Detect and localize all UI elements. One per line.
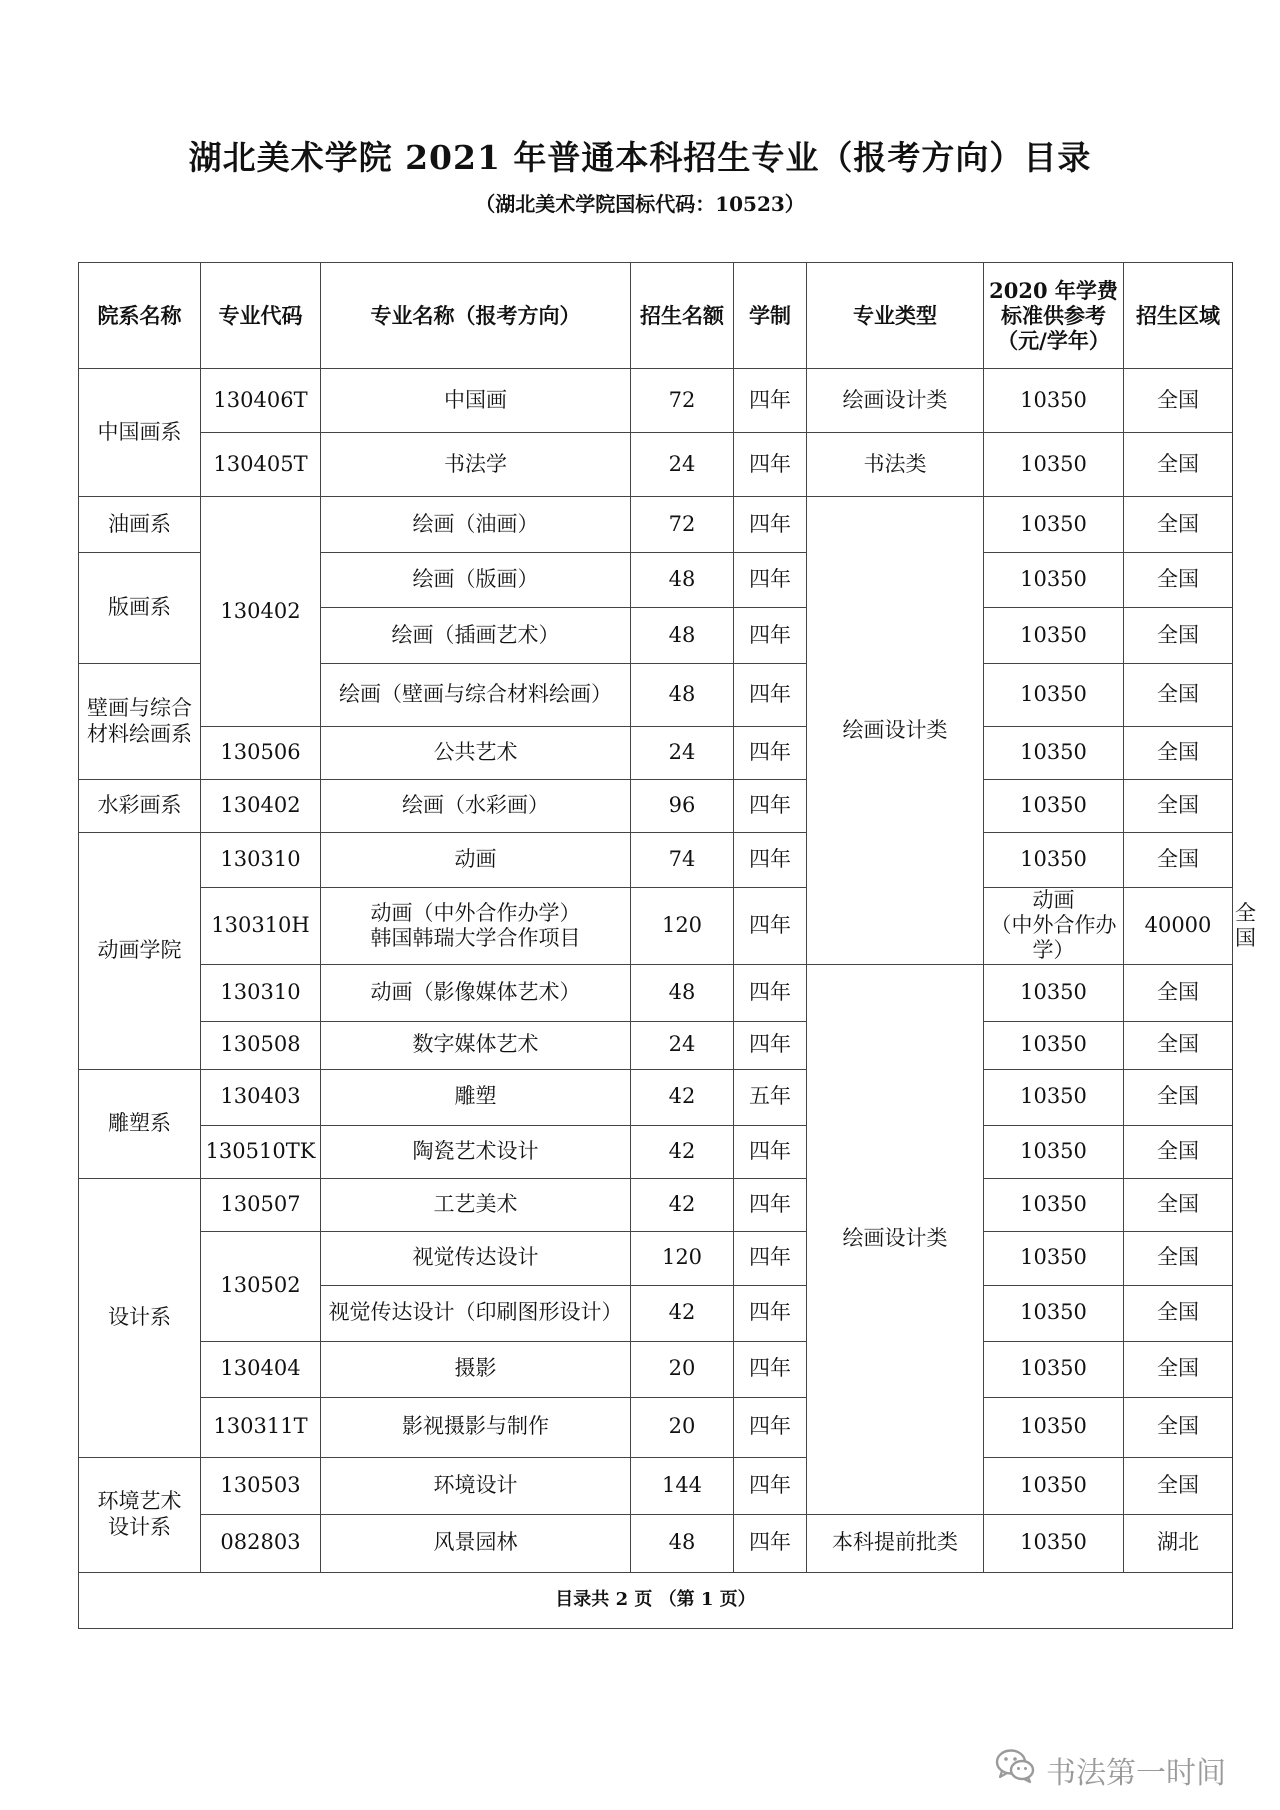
- quota-cell: 48: [631, 664, 734, 727]
- fee-cell: 10350: [984, 553, 1124, 608]
- region-cell: 全国: [1124, 1285, 1233, 1341]
- quota-cell: 48: [631, 964, 734, 1021]
- fee-cell: 10350: [984, 1397, 1124, 1457]
- duration-cell: 四年: [734, 553, 807, 608]
- department-cell: 版画系: [79, 553, 201, 664]
- fee-cell: 10350: [984, 1021, 1124, 1069]
- watermark: [994, 1747, 1226, 1793]
- major-cell: 动画: [321, 833, 631, 888]
- duration-cell: 四年: [734, 888, 807, 965]
- major-cell: 绘画（壁画与综合材料绘画）: [321, 664, 631, 727]
- header-duration: 学制: [734, 263, 807, 369]
- fee-cell: 10350: [984, 497, 1124, 553]
- major-cell: 工艺美术: [321, 1178, 631, 1231]
- code-cell: 130507: [201, 1178, 321, 1231]
- department-cell: 中国画系: [79, 369, 201, 497]
- fee-cell: 10350: [984, 664, 1124, 727]
- department-line: 环境艺术: [97, 1489, 182, 1514]
- region-cell: 全国: [1124, 1457, 1233, 1514]
- region-cell: 全国: [1124, 1021, 1233, 1069]
- code-cell: 130402: [201, 497, 321, 727]
- table-row: [79, 369, 1233, 433]
- page-count-footer: 目录共 2 页 （第 1 页）: [79, 1572, 1233, 1628]
- major-cell: 动画（影像媒体艺术）: [321, 964, 631, 1021]
- quota-cell: 120: [631, 888, 734, 965]
- code-cell: 130506: [201, 727, 321, 780]
- type-cell: 绘画设计类: [807, 497, 984, 965]
- quota-cell: 42: [631, 1285, 734, 1341]
- duration-cell: 四年: [734, 1397, 807, 1457]
- header-type: 专业类型: [807, 263, 984, 369]
- duration-cell: 四年: [734, 1231, 807, 1285]
- type-cell: 绘画设计类: [807, 369, 984, 433]
- table-row: [79, 1457, 1233, 1514]
- duration-cell: 四年: [734, 664, 807, 727]
- fee-cell: 10350: [984, 1178, 1124, 1231]
- fee-cell: 10350: [984, 1231, 1124, 1285]
- table-row: [79, 1231, 1233, 1285]
- department-line: 壁画与综合: [87, 696, 192, 721]
- fee-cell: 10350: [984, 1341, 1124, 1397]
- major-cell: [321, 888, 631, 965]
- wechat-icon: [994, 1747, 1036, 1793]
- table-row: [79, 1514, 1233, 1572]
- major-cell: 绘画（油画）: [321, 497, 631, 553]
- type-line: （中外合作办学）: [990, 913, 1117, 963]
- major-cell: 环境设计: [321, 1457, 631, 1514]
- code-cell: 130503: [201, 1457, 321, 1514]
- table-row: [79, 727, 1233, 780]
- major-cell: 数字媒体艺术: [321, 1021, 631, 1069]
- quota-cell: 72: [631, 497, 734, 553]
- code-cell: 130404: [201, 1341, 321, 1397]
- duration-cell: 四年: [734, 780, 807, 833]
- major-cell: 绘画（插画艺术）: [321, 608, 631, 664]
- quota-cell: 24: [631, 727, 734, 780]
- region-cell: 全国: [1124, 433, 1233, 497]
- fee-cell: 10350: [984, 1457, 1124, 1514]
- major-cell: 公共艺术: [321, 727, 631, 780]
- region-cell: 全国: [1124, 1178, 1233, 1231]
- code-cell: 130311T: [201, 1397, 321, 1457]
- table-row: [79, 497, 1233, 553]
- department-line: 材料绘画系: [87, 721, 192, 746]
- region-cell: 全国: [1124, 553, 1233, 608]
- header-fee-line3: （元/学年）: [997, 328, 1110, 354]
- major-cell: 陶瓷艺术设计: [321, 1125, 631, 1178]
- code-cell: 130310H: [201, 888, 321, 965]
- table-row: [79, 1069, 1233, 1125]
- type-cell: [984, 888, 1124, 965]
- major-cell: 绘画（版画）: [321, 553, 631, 608]
- duration-cell: 四年: [734, 1021, 807, 1069]
- region-cell: 全国: [1124, 497, 1233, 553]
- duration-cell: 四年: [734, 497, 807, 553]
- header-fee-line1: 2020 年学费: [989, 277, 1118, 303]
- region-cell: 湖北: [1124, 1514, 1233, 1572]
- quota-cell: 48: [631, 1514, 734, 1572]
- duration-cell: 四年: [734, 964, 807, 1021]
- quota-cell: 48: [631, 553, 734, 608]
- quota-cell: 144: [631, 1457, 734, 1514]
- type-cell: 绘画设计类: [807, 964, 984, 1514]
- department-line: 设计系: [108, 1514, 171, 1539]
- fee-cell: 10350: [984, 833, 1124, 888]
- department-cell: 油画系: [79, 497, 201, 553]
- duration-cell: 四年: [734, 369, 807, 433]
- table-row: [79, 964, 1233, 1021]
- table-row: [79, 833, 1233, 888]
- table-row: [79, 1397, 1233, 1457]
- major-cell: 书法学: [321, 433, 631, 497]
- duration-cell: 五年: [734, 1069, 807, 1125]
- header-code: 专业代码: [201, 263, 321, 369]
- major-line: 动画（中外合作办学）: [370, 900, 581, 925]
- fee-cell: 10350: [984, 608, 1124, 664]
- major-line: 韩国韩瑞大学合作项目: [370, 925, 581, 950]
- table-row: [79, 1178, 1233, 1231]
- quota-cell: 24: [631, 1021, 734, 1069]
- header-quota: 招生名额: [631, 263, 734, 369]
- fee-cell: 10350: [984, 433, 1124, 497]
- quota-cell: 20: [631, 1397, 734, 1457]
- quota-cell: 42: [631, 1125, 734, 1178]
- duration-cell: 四年: [734, 727, 807, 780]
- header-fee-line2: 标准供参考: [1001, 302, 1106, 328]
- fee-cell: 10350: [984, 1285, 1124, 1341]
- department-cell: [79, 1457, 201, 1572]
- duration-cell: 四年: [734, 1178, 807, 1231]
- code-cell: 130310: [201, 833, 321, 888]
- duration-cell: 四年: [734, 608, 807, 664]
- region-cell: 全国: [1124, 1069, 1233, 1125]
- code-cell: 130508: [201, 1021, 321, 1069]
- table-row: [79, 1021, 1233, 1069]
- fee-cell: 10350: [984, 1514, 1124, 1572]
- duration-cell: 四年: [734, 1514, 807, 1572]
- header-fee: [984, 263, 1124, 369]
- department-cell: [79, 664, 201, 780]
- admission-catalog-table: [78, 262, 1256, 1629]
- major-cell: 绘画（水彩画）: [321, 780, 631, 833]
- region-cell: 全国: [1124, 1231, 1233, 1285]
- code-cell: 082803: [201, 1514, 321, 1572]
- region-cell: 全国: [1124, 833, 1233, 888]
- region-cell: 全国: [1124, 1397, 1233, 1457]
- page-subtitle: （湖北美术学院国标代码：10523）: [475, 192, 805, 216]
- fee-cell: 10350: [984, 1125, 1124, 1178]
- duration-cell: 四年: [734, 433, 807, 497]
- region-cell: 全国: [1124, 1341, 1233, 1397]
- header-department: 院系名称: [79, 263, 201, 369]
- department-cell: 动画学院: [79, 833, 201, 1070]
- quota-cell: 42: [631, 1069, 734, 1125]
- major-cell: 摄影: [321, 1341, 631, 1397]
- duration-cell: 四年: [734, 1457, 807, 1514]
- code-cell: 130405T: [201, 433, 321, 497]
- major-cell: 视觉传达设计: [321, 1231, 631, 1285]
- department-cell: 水彩画系: [79, 780, 201, 833]
- region-cell: 全国: [1124, 664, 1233, 727]
- duration-cell: 四年: [734, 1125, 807, 1178]
- fee-cell: 10350: [984, 964, 1124, 1021]
- fee-cell: 10350: [984, 727, 1124, 780]
- duration-cell: 四年: [734, 833, 807, 888]
- type-cell: 书法类: [807, 433, 984, 497]
- code-cell: 130402: [201, 780, 321, 833]
- quota-cell: 96: [631, 780, 734, 833]
- page-title: 湖北美术学院 2021 年普通本科招生专业（报考方向）目录: [188, 138, 1092, 177]
- major-cell: 风景园林: [321, 1514, 631, 1572]
- table-row: [79, 1341, 1233, 1397]
- table-row: [79, 433, 1233, 497]
- code-cell: 130403: [201, 1069, 321, 1125]
- code-cell: 130510TK: [201, 1125, 321, 1178]
- region-cell: 全国: [1124, 727, 1233, 780]
- type-cell: 本科提前批类: [807, 1514, 984, 1572]
- table-header-row: [79, 263, 1233, 369]
- region-cell: 全国: [1124, 780, 1233, 833]
- region-cell: 全国: [1124, 1125, 1233, 1178]
- table-row: [79, 1125, 1233, 1178]
- fee-cell: 40000: [1124, 888, 1233, 965]
- quota-cell: 24: [631, 433, 734, 497]
- region-cell: 全国: [1124, 369, 1233, 433]
- code-cell: 130502: [201, 1231, 321, 1341]
- quota-cell: 72: [631, 369, 734, 433]
- table-footer-row: [79, 1572, 1233, 1628]
- major-cell: 视觉传达设计（印刷图形设计）: [321, 1285, 631, 1341]
- duration-cell: 四年: [734, 1285, 807, 1341]
- quota-cell: 74: [631, 833, 734, 888]
- quota-cell: 42: [631, 1178, 734, 1231]
- fee-cell: 10350: [984, 369, 1124, 433]
- major-cell: 中国画: [321, 369, 631, 433]
- quota-cell: 120: [631, 1231, 734, 1285]
- region-cell: 全国: [1124, 964, 1233, 1021]
- fee-cell: 10350: [984, 780, 1124, 833]
- code-cell: 130310: [201, 964, 321, 1021]
- header-region: 招生区域: [1124, 263, 1233, 369]
- header-major: 专业名称（报考方向）: [321, 263, 631, 369]
- quota-cell: 48: [631, 608, 734, 664]
- major-cell: 雕塑: [321, 1069, 631, 1125]
- table-row: 130310H 动画（中外合作办学） 韩国韩瑞大学合作项目 120 四年 动画 （中外合作办学） 40000 全国: [79, 888, 1233, 965]
- duration-cell: 四年: [734, 1341, 807, 1397]
- quota-cell: 20: [631, 1341, 734, 1397]
- table-row: [79, 780, 1233, 833]
- department-cell: 雕塑系: [79, 1069, 201, 1178]
- watermark-text: 书法第一时间: [1046, 1756, 1226, 1791]
- region-cell: 全国: [1124, 608, 1233, 664]
- type-line: 动画: [1032, 888, 1075, 912]
- fee-cell: 10350: [984, 1069, 1124, 1125]
- code-cell: 130406T: [201, 369, 321, 433]
- major-cell: 影视摄影与制作: [321, 1397, 631, 1457]
- department-cell: 设计系: [79, 1178, 201, 1457]
